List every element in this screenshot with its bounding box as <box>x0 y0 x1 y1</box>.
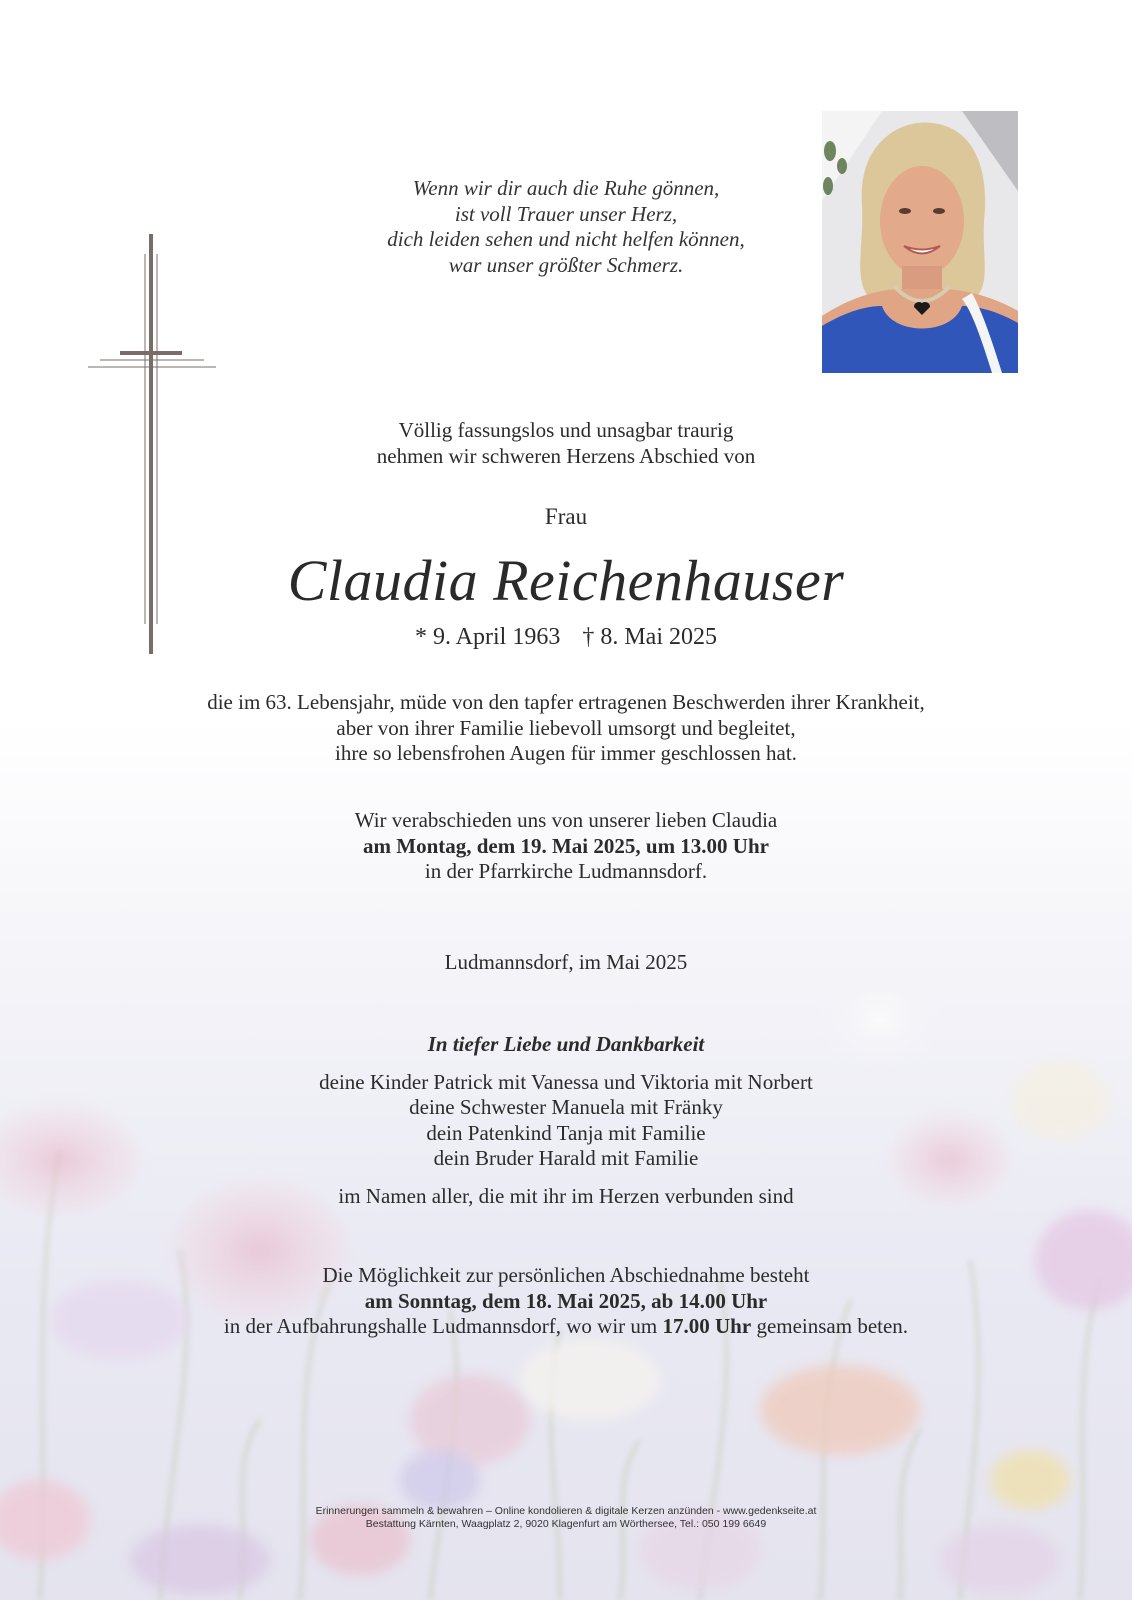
viewing-intro: Die Möglichkeit zur persönlichen Abschiednahme besteht <box>322 1263 810 1287</box>
mourners <box>0 1032 1132 1209</box>
description <box>0 690 1132 767</box>
birth-date: * 9. April 1963 <box>414 624 561 650</box>
place-date: Ludmannsdorf, im Mai 2025 <box>444 950 688 974</box>
description-line: ihre so lebensfrohen Augen für immer geschlossen hat. <box>335 741 797 765</box>
mourners-closing: im Namen aller, die mit ihr im Herzen verbunden sind <box>338 1183 794 1208</box>
poem-line: war unser größter Schmerz. <box>448 252 684 277</box>
intro-line: Völlig fassungslos und unsagbar traurig <box>398 418 734 442</box>
mourners-heading: In tiefer Liebe und Dankbarkeit <box>427 1032 705 1056</box>
life-dates <box>0 624 1132 651</box>
viewing-location: in der Aufbahrungshalle Ludmannsdorf, wo wir um 17.00 Uhr gemeinsam beten. <box>223 1314 909 1338</box>
footer-line: Erinnerungen sammeln & bewahren – Online kondolieren & digitale Kerzen anzünden - www.gedenkseite.at <box>315 1505 817 1517</box>
footer <box>0 1505 1132 1531</box>
death-date: † 8. Mai 2025 <box>582 624 717 650</box>
intro-text <box>0 418 1132 469</box>
description-line: aber von ihrer Familie liebevoll umsorgt und begleitet, <box>336 715 796 740</box>
poem-line: dich leiden sehen und nicht helfen können, <box>387 227 745 251</box>
poem-line: Wenn wir dir auch die Ruhe gönnen, <box>412 176 720 200</box>
viewing-info <box>0 1263 1132 1340</box>
poem <box>0 176 1132 278</box>
service-datetime: am Montag, dem 19. Mai 2025, um 13.00 Uhr <box>363 833 769 858</box>
poem-line: ist voll Trauer unser Herz, <box>454 201 678 226</box>
mourner-line: deine Schwester Manuela mit Fränky <box>409 1095 723 1119</box>
funeral-service <box>0 808 1132 885</box>
mourner-line: dein Bruder Harald mit Familie <box>433 1146 699 1170</box>
mourner-line: dein Patenkind Tanja mit Familie <box>426 1120 706 1145</box>
service-location: in der Pfarrkirche Ludmannsdorf. <box>424 859 708 883</box>
description-line: die im 63. Lebensjahr, müde von den tapfer ertragenen Beschwerden ihrer Krankheit, <box>207 690 925 714</box>
viewing-datetime: am Sonntag, dem 18. Mai 2025, ab 14.00 Uhr <box>364 1288 768 1313</box>
mourner-line: deine Kinder Patrick mit Vanessa und Viktoria mit Norbert <box>319 1069 813 1094</box>
salutation: Frau <box>544 504 588 529</box>
footer-line: Bestattung Kärnten, Waagplatz 2, 9020 Klagenfurt am Wörthersee, Tel.: 050 199 6649 <box>365 1518 767 1530</box>
intro-line: nehmen wir schweren Herzens Abschied von <box>376 443 756 468</box>
deceased-name: Claudia Reichenhauser <box>287 548 845 613</box>
service-intro: Wir verabschieden uns von unserer lieben Claudia <box>354 808 778 832</box>
